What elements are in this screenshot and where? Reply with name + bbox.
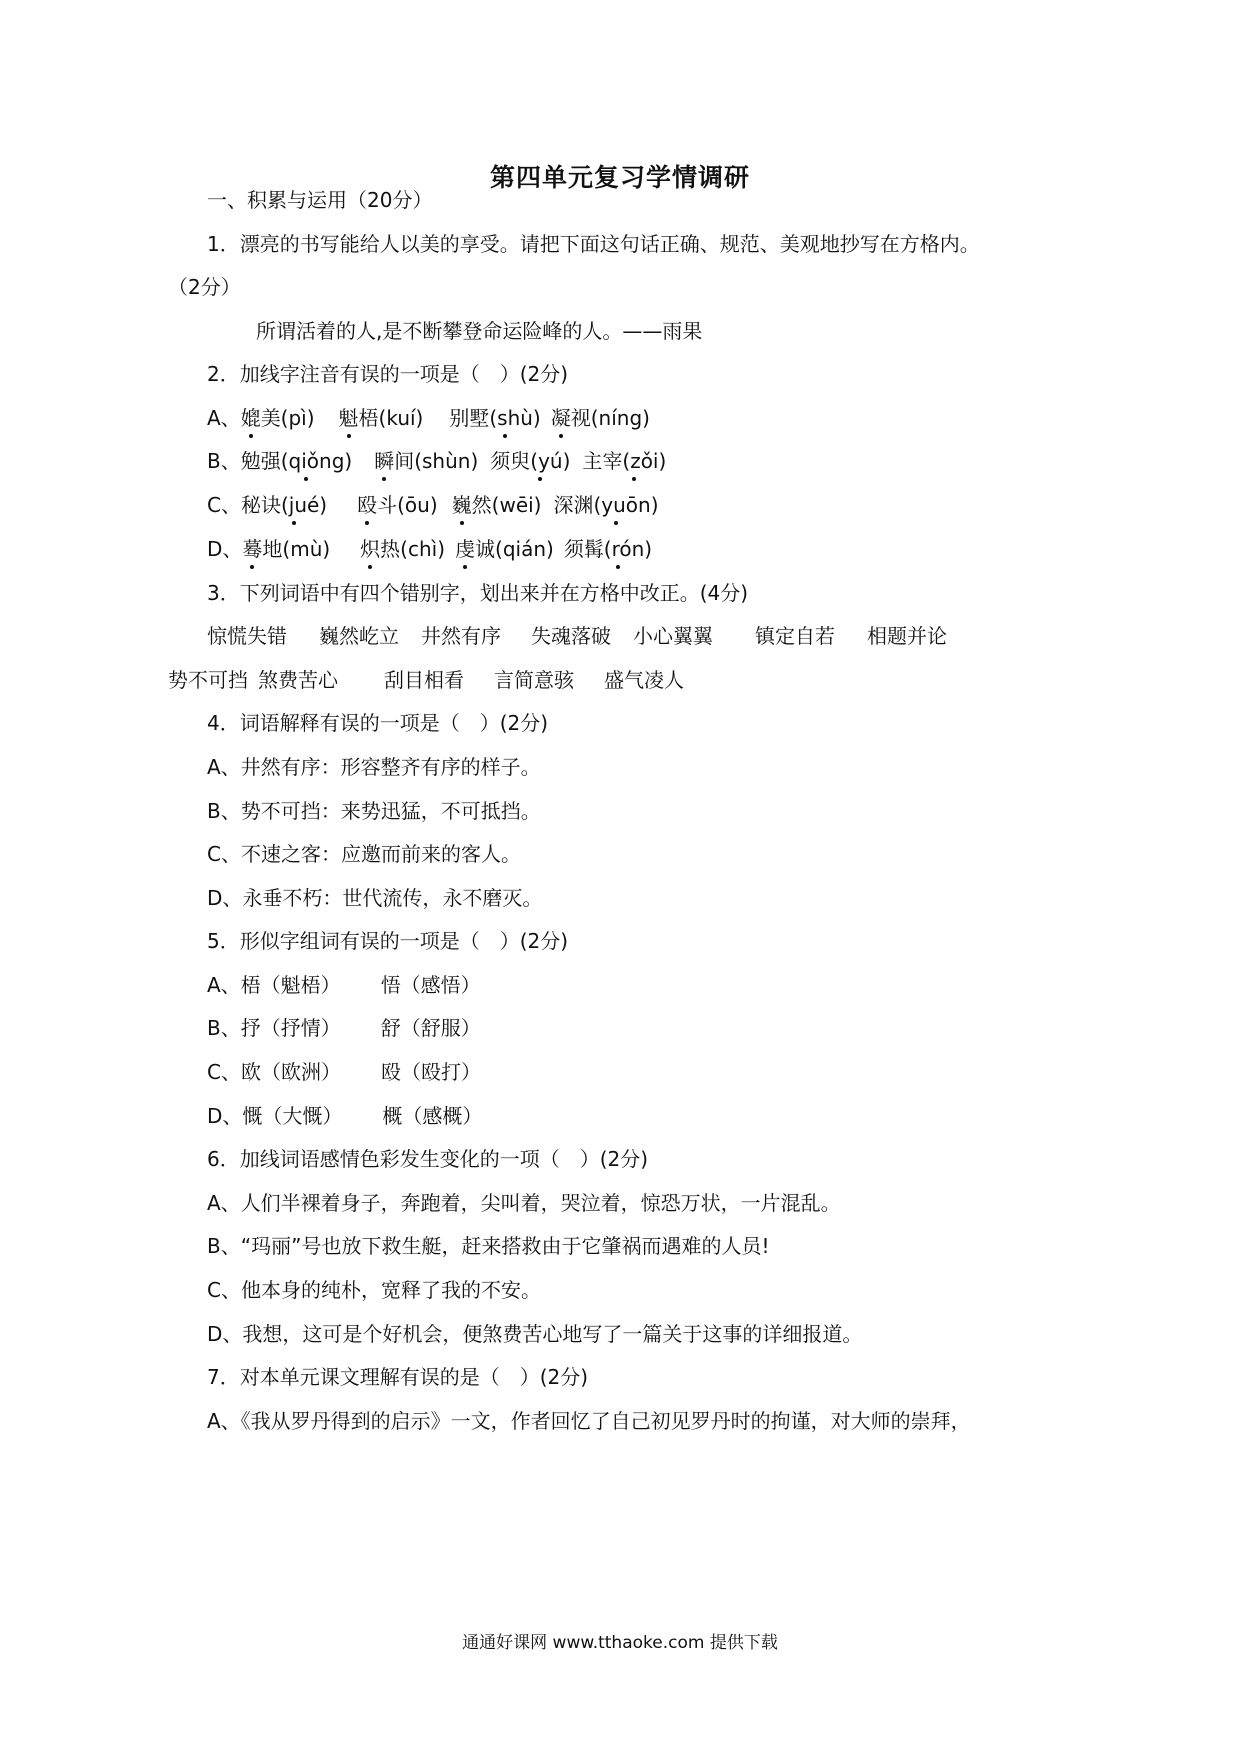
question-2: 2．加线字注音有误的一项是（ ）(2分) xyxy=(207,362,569,386)
option-part: C、欧（欧洲） xyxy=(207,1060,341,1084)
section-heading: 一、积累与运用（20分） xyxy=(207,188,433,212)
option-part: 殴（殴打） xyxy=(380,1060,481,1084)
option-prefix: A、 xyxy=(207,406,241,430)
word-item: 盛气凌人 xyxy=(604,668,684,692)
word-pinyin: 美(pì) xyxy=(260,406,315,430)
word-pinyin: 热(chì) xyxy=(380,537,446,561)
option-prefix: B、 xyxy=(207,449,241,473)
word-pinyin: 渊(yuōn) xyxy=(573,493,659,517)
word-item: 小心翼翼 xyxy=(633,624,713,648)
question-5: 5．形似字组词有误的一项是（ ）(2分) xyxy=(207,929,569,953)
word-item: 相题并论 xyxy=(867,624,947,648)
word-item: 刮目相看 xyxy=(384,668,464,692)
plain-char: 须 xyxy=(563,537,584,561)
word-item: 惊慌失错 xyxy=(207,624,287,648)
word-item: 失魂落破 xyxy=(531,624,611,648)
question-6-option: D、我想，这可是个好机会，便煞费苦心地写了一篇关于这事的详细报道。 xyxy=(207,1322,863,1346)
word-list-row xyxy=(207,622,947,650)
word-pinyin: 梧(kuí) xyxy=(358,406,424,430)
option-part: 概（感概） xyxy=(382,1104,483,1128)
question-2-option xyxy=(207,404,650,432)
page-footer: 通通好课网 www.tthaoke.com 提供下载 xyxy=(462,1633,778,1653)
question-6-option: A、人们半裸着身子，奔跑着，尖叫着，哭泣着，惊恐万状，一片混乱。 xyxy=(207,1191,841,1215)
underlined-char: 媲 xyxy=(240,406,261,430)
word-pinyin: 墅(shù) xyxy=(469,406,541,430)
option-prefix: D、 xyxy=(207,537,243,561)
underlined-char: 凝 xyxy=(550,406,571,430)
question-5-option xyxy=(207,971,481,999)
underlined-char: 殴 xyxy=(357,493,378,517)
word-item: 煞费苦心 xyxy=(258,668,338,692)
question-1-quote: 所谓活着的人,是不断攀登命运险峰的人。——雨果 xyxy=(256,319,703,343)
question-4-option: C、不速之客：应邀而前来的客人。 xyxy=(207,842,521,866)
word-pinyin: 间(shùn) xyxy=(394,449,479,473)
option-part: D、慨（大慨） xyxy=(207,1104,343,1128)
question-3: 3．下列词语中有四个错别字，划出来并在方格中改正。(4分) xyxy=(207,581,749,605)
option-prefix: C、 xyxy=(207,493,241,517)
question-7: 7．对本单元课文理解有误的是（ ）(2分) xyxy=(207,1365,589,1389)
question-4: 4．词语解释有误的一项是（ ）(2分) xyxy=(207,711,549,735)
question-1: 1．漂亮的书写能给人以美的享受。请把下面这句话正确、规范、美观地抄写在方格内。 xyxy=(207,232,980,256)
word-item: 势不可挡 xyxy=(168,668,248,692)
question-2-option xyxy=(207,491,659,519)
question-6: 6．加线词语感情色彩发生变化的一项（ ）(2分) xyxy=(207,1147,649,1171)
word-pinyin: 然(wēi) xyxy=(471,493,542,517)
question-5-option xyxy=(207,1014,481,1042)
question-6-option: B、“玛丽”号也放下救生艇，赶来搭救由于它肇祸而遇难的人员! xyxy=(207,1234,770,1258)
word-list-row xyxy=(168,666,684,694)
word-pinyin: 斗(ōu) xyxy=(377,493,438,517)
underlined-char: 炽 xyxy=(360,537,381,561)
question-2-option xyxy=(207,447,666,475)
plain-char: 勉 xyxy=(240,449,261,473)
underlined-char: 蓦 xyxy=(242,537,263,561)
underlined-char: 虔 xyxy=(455,537,476,561)
word-pinyin: 视(níng) xyxy=(570,406,650,430)
plain-char: 秘 xyxy=(240,493,261,517)
word-item: 巍然屹立 xyxy=(319,624,399,648)
word-item: 井然有序 xyxy=(421,624,501,648)
underlined-char: 魁 xyxy=(338,406,359,430)
question-4-option: B、势不可挡：来势迅猛，不可抵挡。 xyxy=(207,799,541,823)
option-part: B、抒（抒情） xyxy=(207,1016,341,1040)
word-pinyin: 地(mù) xyxy=(262,537,331,561)
question-6-option: C、他本身的纯朴，宽释了我的不安。 xyxy=(207,1278,541,1302)
word-pinyin: 诚(qián) xyxy=(475,537,554,561)
question-1-score: （2分） xyxy=(168,275,241,299)
question-4-option: D、永垂不朽：世代流传，永不磨灭。 xyxy=(207,886,543,910)
option-part: A、梧（魁梧） xyxy=(207,973,341,997)
question-2-option xyxy=(207,535,652,563)
plain-char: 主 xyxy=(582,449,603,473)
page-title: 第四单元复习学情调研 xyxy=(489,163,750,192)
plain-char: 须 xyxy=(490,449,511,473)
word-pinyin: 臾(yú) xyxy=(510,449,571,473)
underlined-char: 巍 xyxy=(451,493,472,517)
word-pinyin: 髯(rón) xyxy=(583,537,653,561)
question-5-option xyxy=(207,1102,482,1130)
word-pinyin: 诀(jué) xyxy=(260,493,328,517)
underlined-char: 瞬 xyxy=(374,449,395,473)
word-item: 镇定自若 xyxy=(755,624,835,648)
option-part: 悟（感悟） xyxy=(380,973,481,997)
question-7-option: A、《我从罗丹得到的启示》一文，作者回忆了自己初见罗丹时的拘谨，对大师的崇拜， xyxy=(207,1409,971,1433)
option-part: 舒（舒服） xyxy=(380,1016,481,1040)
plain-char: 深 xyxy=(553,493,574,517)
word-pinyin: 宰(zǒi) xyxy=(602,449,667,473)
word-pinyin: 强(qiǒng) xyxy=(260,449,353,473)
question-5-option xyxy=(207,1058,481,1086)
word-item: 言简意骇 xyxy=(494,668,574,692)
plain-char: 别 xyxy=(449,406,470,430)
question-4-option: A、井然有序：形容整齐有序的样子。 xyxy=(207,755,541,779)
